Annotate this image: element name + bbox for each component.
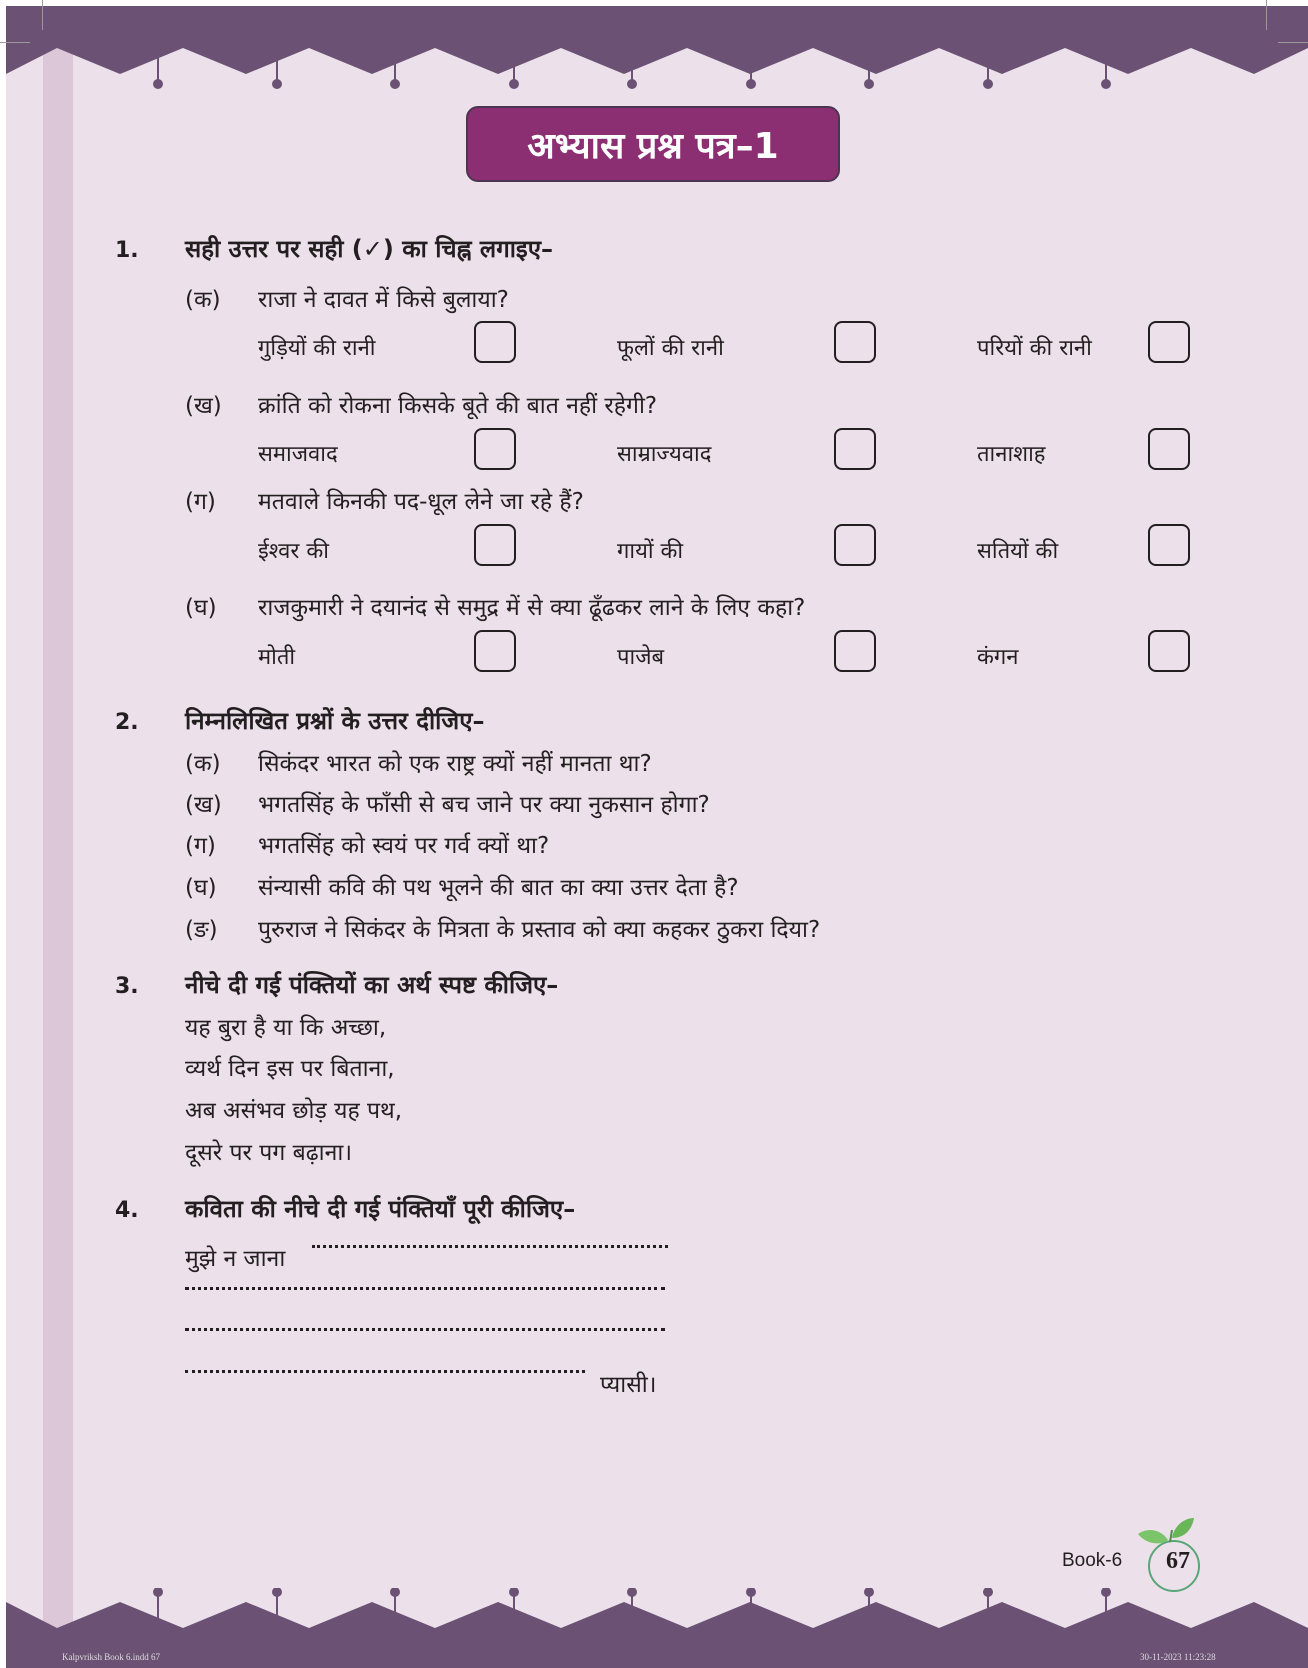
top-decorative-band [6, 6, 1308, 96]
side-strip [43, 6, 73, 1668]
q1-option-label: पाजेब [617, 645, 665, 670]
q1-option-label: गुड़ियों की रानी [258, 336, 376, 361]
fill-blank-line[interactable] [312, 1245, 668, 1248]
answer-checkbox[interactable] [474, 630, 516, 672]
page-number: 67 [1166, 1548, 1190, 1574]
q4-heading: कविता की नीचे दी गई पंक्तियाँ पूरी कीजिए– [185, 1195, 576, 1223]
q2-item-label: (क) [185, 751, 221, 777]
answer-checkbox[interactable] [474, 321, 516, 363]
q2-item-text: संन्यासी कवि की पथ भूलने की बात का क्या उत्तर देता है? [258, 875, 739, 901]
fill-blank-line[interactable] [185, 1287, 665, 1290]
answer-checkbox[interactable] [1148, 630, 1190, 672]
q2-item-text: भगतसिंह को स्वयं पर गर्व क्यों था? [258, 833, 550, 859]
q1-item-question: राजकुमारी ने दयानंद से समुद्र में से क्या ढूँढकर लाने के लिए कहा? [258, 595, 806, 621]
q1-option-label: ईश्वर की [258, 539, 329, 564]
fill-blank-line[interactable] [185, 1370, 585, 1373]
q4-number: 4. [115, 1198, 139, 1223]
fill-end-text: प्यासी। [600, 1372, 657, 1398]
crop-mark [1266, 0, 1267, 30]
poem-line: व्यर्थ दिन इस पर बिताना, [185, 1056, 395, 1082]
answer-checkbox[interactable] [1148, 428, 1190, 470]
q1-number: 1. [115, 238, 139, 263]
file-info: Kalpvriksh Book 6.indd 67 [62, 1652, 160, 1662]
q1-option-label: सतियों की [977, 539, 1059, 564]
answer-checkbox[interactable] [474, 524, 516, 566]
answer-checkbox[interactable] [834, 524, 876, 566]
print-timestamp: 30-11-2023 11:23:28 [1140, 1652, 1216, 1662]
answer-checkbox[interactable] [834, 630, 876, 672]
fill-start-text: मुझे न जाना [185, 1246, 286, 1272]
q2-item-label: (ङ) [185, 917, 218, 943]
q3-heading: नीचे दी गई पंक्तियों का अर्थ स्पष्ट कीजिए– [185, 971, 559, 999]
q1-item-question: मतवाले किनकी पद-धूल लेने जा रहे हैं? [258, 489, 584, 515]
q1-option-label: मोती [258, 645, 296, 670]
q2-heading: निम्नलिखित प्रश्नों के उत्तर दीजिए– [185, 707, 485, 735]
q1-item-label: (ख) [185, 393, 222, 419]
q3-number: 3. [115, 974, 139, 999]
q1-item-label: (क) [185, 287, 221, 313]
q2-item-text: भगतसिंह के फाँसी से बच जाने पर क्या नुकसान होगा? [258, 792, 710, 818]
crop-mark [0, 42, 30, 43]
q2-item-text: पुरुराज ने सिकंदर के मित्रता के प्रस्ताव को क्या कहकर ठुकरा दिया? [258, 917, 821, 943]
q1-option-label: परियों की रानी [977, 336, 1092, 361]
book-label: Book-6 [1062, 1550, 1123, 1571]
q1-option-label: कंगन [977, 645, 1019, 670]
poem-line: दूसरे पर पग बढ़ाना। [185, 1140, 353, 1166]
answer-checkbox[interactable] [834, 428, 876, 470]
q1-option-label: फूलों की रानी [617, 336, 724, 361]
q1-option-label: साम्राज्यवाद [617, 442, 712, 467]
q1-item-label: (घ) [185, 595, 217, 621]
page-title: अभ्यास प्रश्न पत्र–1 [466, 106, 840, 182]
q2-item-label: (घ) [185, 875, 217, 901]
q1-option-label: तानाशाह [977, 442, 1046, 467]
q2-item-text: सिकंदर भारत को एक राष्ट्र क्यों नहीं मानता था? [258, 751, 652, 777]
q1-heading: सही उत्तर पर सही (✓) का चिह्न लगाइए– [185, 235, 553, 263]
crop-mark [1278, 42, 1308, 43]
answer-checkbox[interactable] [474, 428, 516, 470]
poem-line: अब असंभव छोड़ यह पथ, [185, 1098, 403, 1124]
answer-checkbox[interactable] [1148, 321, 1190, 363]
q1-item-label: (ग) [185, 489, 216, 515]
q2-number: 2. [115, 710, 139, 735]
q1-option-label: समाजवाद [258, 442, 338, 467]
q1-item-question: क्रांति को रोकना किसके बूते की बात नहीं रहेगी? [258, 393, 658, 419]
answer-checkbox[interactable] [834, 321, 876, 363]
q2-item-label: (ग) [185, 833, 216, 859]
crop-mark [42, 0, 43, 30]
q1-option-label: गायों की [617, 539, 684, 564]
poem-line: यह बुरा है या कि अच्छा, [185, 1015, 387, 1041]
fill-blank-line[interactable] [185, 1328, 665, 1331]
answer-checkbox[interactable] [1148, 524, 1190, 566]
bottom-decorative-band [6, 1588, 1308, 1668]
q1-item-question: राजा ने दावत में किसे बुलाया? [258, 287, 509, 313]
q2-item-label: (ख) [185, 792, 222, 818]
